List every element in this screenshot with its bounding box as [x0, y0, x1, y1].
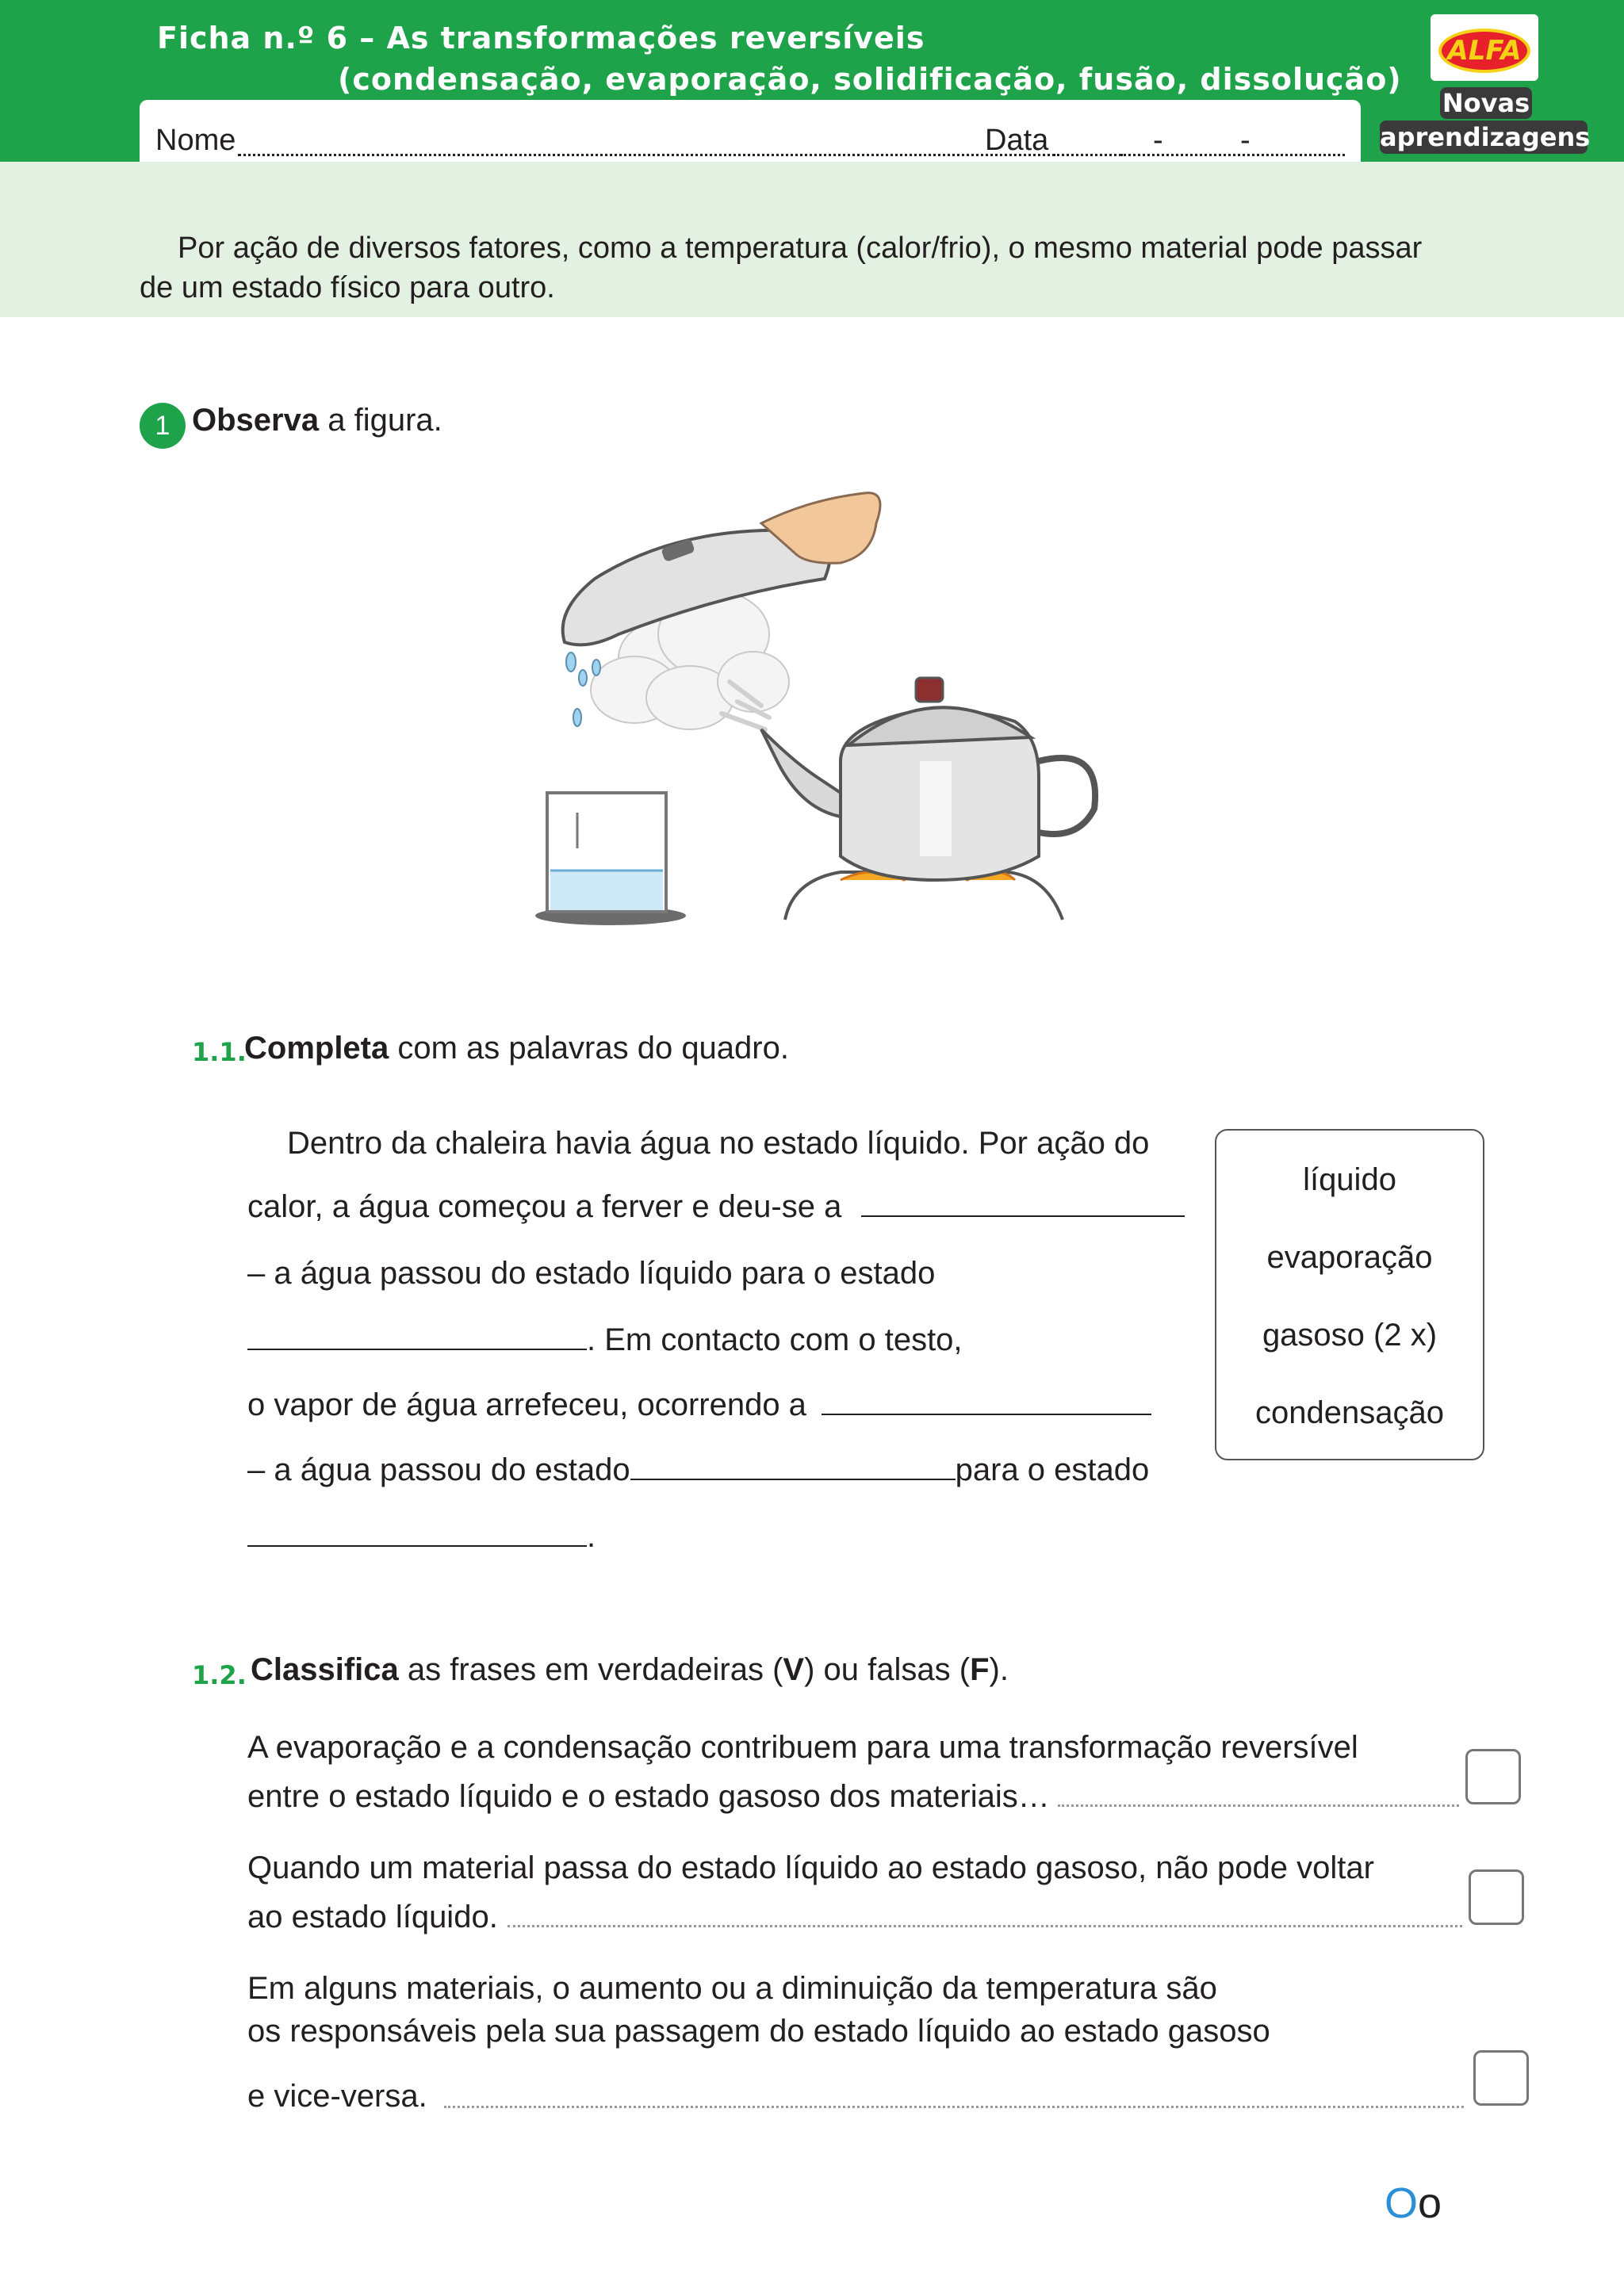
word-bank-item: evaporação: [1266, 1240, 1433, 1275]
footer-mark-blue: O: [1385, 2179, 1419, 2227]
paragraph-text: .: [587, 1519, 596, 1554]
logo-brand: ALFA: [1438, 29, 1530, 73]
word-bank-item: líquido: [1303, 1162, 1396, 1197]
paragraph-line: [247, 1452, 1149, 1488]
question-verb: Observa: [192, 403, 320, 438]
word-bank-box: [1215, 1129, 1484, 1460]
word-bank-item: condensação: [1255, 1395, 1444, 1430]
paragraph-line: [247, 1519, 596, 1555]
question-rest: a figura.: [319, 403, 442, 438]
question-number-badge: 1: [140, 403, 186, 449]
alfa-logo: [1380, 11, 1614, 154]
kettle-condensation-illustration: [523, 476, 1126, 936]
statement-3-line: Em alguns materiais, o aumento ou a diminuição da temperatura são: [247, 1971, 1217, 2006]
answer-checkbox[interactable]: [1473, 2050, 1529, 2106]
intro-text: Por ação de diversos fatores, como a temperatura (calor/frio), o mesmo material pode passar de um estado físico para outro.: [140, 232, 1423, 304]
statement-3-line: os responsáveis pela sua passagem do estado líquido ao estado gasoso: [247, 2014, 1270, 2049]
beaker: [535, 793, 686, 925]
subquestion-verb: Classifica: [251, 1652, 399, 1687]
fill-in-blank[interactable]: [861, 1190, 1185, 1217]
question-1-prompt: [192, 403, 442, 438]
false-letter: F: [970, 1652, 990, 1687]
fill-in-blank[interactable]: [822, 1388, 1151, 1415]
worksheet-subtitle: (condensação, evaporação, solidificação, fusão, dissolução): [338, 62, 1402, 97]
intro-band: [0, 162, 1624, 317]
fill-in-blank[interactable]: [247, 1323, 587, 1350]
date-separator: -: [1153, 124, 1163, 157]
subquestion-number: 1.2.: [192, 1660, 247, 1690]
paragraph-line: [247, 1322, 963, 1358]
answer-checkbox[interactable]: [1465, 1749, 1521, 1804]
statement-2-line: Quando um material passa do estado líquido ao estado gasoso, não pode voltar: [247, 1850, 1374, 1885]
kettle: [761, 678, 1095, 880]
subquestion-verb: Completa: [244, 1031, 389, 1066]
footer-mark: [1385, 2179, 1442, 2228]
statement-3-line: e vice-versa.: [247, 2079, 427, 2114]
footer-mark-black: o: [1418, 2179, 1442, 2227]
paragraph-text: – a água passou do estado: [247, 1452, 630, 1487]
dotted-leader: [1058, 1804, 1459, 1807]
paragraph-line: [247, 1387, 1151, 1423]
name-label: Nome: [155, 124, 236, 157]
word-bank-item: gasoso (2 x): [1262, 1318, 1438, 1353]
logo-line1: Novas: [1440, 87, 1532, 119]
subquestion-1-2-prompt: Classifica as frases em verdadeiras (V) ou falsas (F).: [251, 1652, 1009, 1687]
worksheet-title: Ficha n.º 6 – As transformações reversíveis: [157, 21, 925, 55]
paragraph-text: . Em contacto com o testo,: [587, 1322, 963, 1357]
subquestion-1-1-prompt: [244, 1031, 789, 1066]
paragraph-line: – a água passou do estado líquido para o estado: [247, 1256, 936, 1291]
paragraph-line: [247, 1189, 1185, 1225]
name-date-field: [140, 100, 1361, 166]
paragraph-text: calor, a água começou a ferver e deu-se a: [247, 1189, 842, 1224]
statement-1-line: A evaporação e a condensação contribuem para uma transformação reversível: [247, 1730, 1358, 1765]
dotted-leader: [508, 1925, 1462, 1927]
date-input-line[interactable]: [1053, 154, 1345, 156]
subquestion-rest: com as palavras do quadro.: [389, 1031, 789, 1066]
fill-in-blank[interactable]: [630, 1453, 956, 1480]
date-separator: -: [1240, 124, 1251, 157]
subquestion-number: 1.1.: [192, 1037, 247, 1067]
answer-checkbox[interactable]: [1469, 1869, 1524, 1925]
date-label: Data: [985, 124, 1049, 157]
statement-2-line: ao estado líquido.: [247, 1900, 498, 1934]
paragraph-line: Dentro da chaleira havia água no estado líquido. Por ação do: [287, 1126, 1150, 1161]
statement-1-line: entre o estado líquido e o estado gasoso dos materiais…: [247, 1779, 1050, 1814]
worksheet-header: [0, 0, 1624, 162]
dotted-leader: [444, 2106, 1464, 2108]
paragraph-text: o vapor de água arrefeceu, ocorrendo a: [247, 1387, 806, 1422]
logo-line2: aprendizagens: [1380, 122, 1591, 152]
fill-in-blank[interactable]: [247, 1520, 587, 1547]
true-letter: V: [783, 1652, 805, 1687]
paragraph-text: para o estado: [955, 1452, 1150, 1487]
